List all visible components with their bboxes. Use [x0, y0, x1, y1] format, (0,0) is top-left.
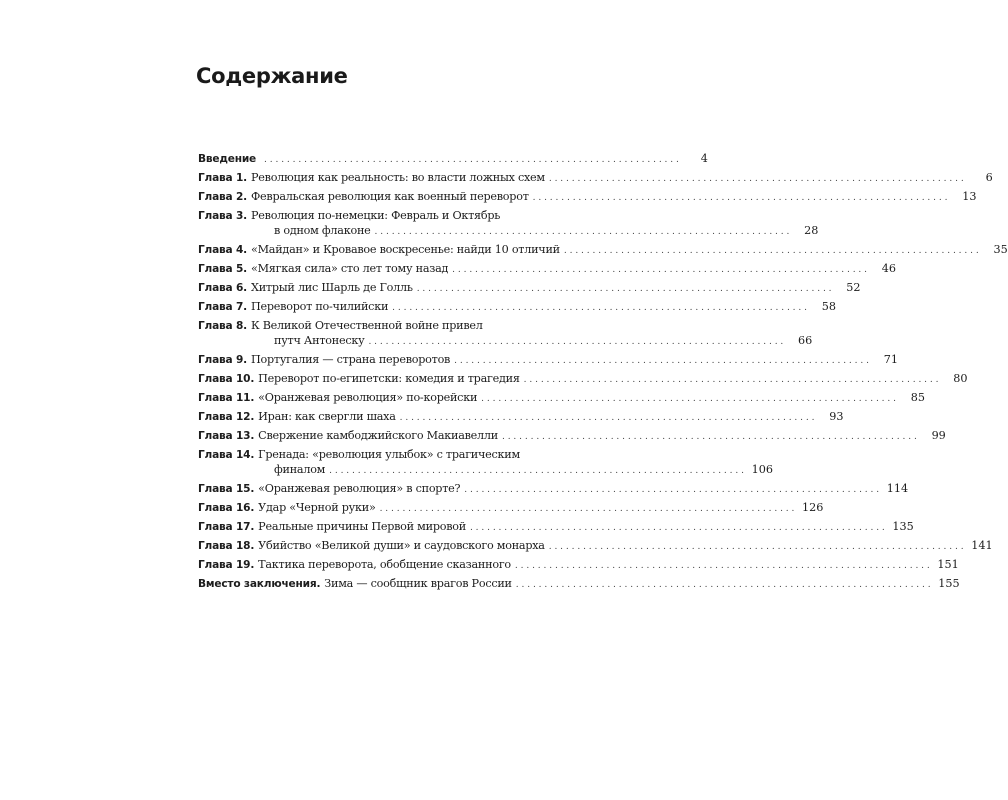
- toc-entry-title: Гренада: «революция улыбок» с трагическим: [258, 448, 520, 461]
- toc-entry-line: [198, 390, 925, 405]
- toc-entry-title: Тактика переворота, обобщение сказанного: [258, 558, 511, 571]
- toc-entry: [198, 447, 773, 477]
- toc-entry-prefix: Глава 17.: [198, 521, 255, 533]
- toc-entry-title: Переворот по-египетски: комедия и трагедия: [258, 372, 520, 385]
- toc-entry-prefix: Вместо заключения.: [198, 578, 321, 590]
- toc-entry: [198, 428, 946, 443]
- toc-entry: [198, 519, 914, 534]
- toc-entry: [198, 557, 959, 572]
- toc-entry-line: [198, 261, 896, 276]
- toc-entry-line: [198, 371, 968, 386]
- toc-entry-prefix: Глава 3.: [198, 210, 247, 222]
- toc-entry-prefix: Глава 19.: [198, 559, 255, 571]
- dot-leader: [368, 335, 783, 350]
- toc-entry: [198, 170, 993, 185]
- toc-entry: [198, 261, 896, 276]
- toc-entry-line: [198, 280, 861, 295]
- toc-entry-prefix: Глава 2.: [198, 191, 247, 203]
- dot-leader: [524, 373, 939, 388]
- toc-entry: [198, 208, 819, 238]
- toc-entry-page-number: 71: [883, 353, 898, 366]
- toc-entry: [198, 280, 861, 295]
- toc-entry-page-number: 126: [802, 501, 824, 514]
- toc-entry-page-number: 58: [821, 300, 836, 313]
- toc-entry: [198, 481, 909, 496]
- toc-entry-page-number: 151: [937, 558, 959, 571]
- toc-entry-prefix: Глава 9.: [198, 354, 247, 366]
- toc-entry-continuation: [198, 223, 819, 238]
- toc-entry-continuation: [198, 333, 813, 348]
- toc-entry-line: [198, 318, 586, 333]
- toc-entry: [198, 151, 708, 166]
- toc-entry-prefix: Введение: [198, 153, 257, 165]
- toc-entry-prefix: Глава 16.: [198, 502, 255, 514]
- toc-entry-prefix: Глава 5.: [198, 263, 247, 275]
- toc-entry-title: финалом: [274, 463, 326, 476]
- dot-leader: [481, 392, 896, 407]
- toc-entry: [198, 538, 993, 553]
- toc-entry: [198, 371, 968, 386]
- dot-leader: [264, 153, 679, 168]
- dot-leader: [549, 172, 964, 187]
- toc-entry-page-number: 52: [846, 281, 861, 294]
- dot-leader: [515, 559, 930, 574]
- toc-entry-title: Убийство «Великой души» и саудовского монарха: [258, 539, 545, 552]
- toc-entry-prefix: Глава 13.: [198, 430, 255, 442]
- toc-entry-title: «Майдан» и Кровавое воскресенье: найди 10 отличий: [251, 243, 560, 256]
- toc-entry-title: Зима — сообщник врагов России: [324, 577, 512, 590]
- dot-leader: [400, 411, 815, 426]
- toc-entry-page-number: 46: [881, 262, 896, 275]
- toc-entry-prefix: Глава 8.: [198, 320, 247, 332]
- toc-entry-prefix: Глава 10.: [198, 373, 255, 385]
- toc-entry-page-number: 4: [700, 152, 708, 165]
- dot-leader: [329, 464, 744, 479]
- dot-leader: [392, 301, 807, 316]
- dot-leader: [375, 225, 790, 240]
- toc-entry-line: [198, 151, 708, 166]
- toc-entry: [198, 390, 925, 405]
- toc-entry-page-number: 80: [953, 372, 968, 385]
- toc-entry: [198, 409, 844, 424]
- toc-entry-line: [198, 500, 824, 515]
- toc-entry-page-number: 28: [804, 224, 819, 237]
- toc-entry-title: Хитрый лис Шарль де Голль: [251, 281, 413, 294]
- toc-entry: [198, 352, 898, 367]
- toc-entry: [198, 500, 824, 515]
- toc-entry-page-number: 66: [798, 334, 813, 347]
- toc-entry-prefix: Глава 7.: [198, 301, 247, 313]
- toc-entry-title: Революция по-немецки: Февраль и Октябрь: [251, 209, 501, 222]
- toc-entry-title: К Великой Отечественной войне привел: [251, 319, 483, 332]
- dot-leader: [502, 430, 917, 445]
- toc-entry-title: «Мягкая сила» сто лет тому назад: [251, 262, 449, 275]
- toc-entry-continuation: [198, 462, 773, 477]
- dot-leader: [464, 483, 879, 498]
- toc-entry-page-number: 135: [892, 520, 914, 533]
- toc-entry: [198, 242, 1008, 257]
- toc-entry-line: [198, 242, 1008, 257]
- toc-entry-page-number: 85: [910, 391, 925, 404]
- toc-entry: [198, 299, 836, 314]
- toc-entry-title: Реальные причины Первой мировой: [258, 520, 466, 533]
- toc-entry-page-number: 114: [886, 482, 909, 495]
- dot-leader: [470, 521, 885, 536]
- toc-entry-title: Иран: как свергли шаха: [258, 410, 396, 423]
- toc-entry-line: [198, 519, 914, 534]
- dot-leader: [533, 191, 948, 206]
- dot-leader: [417, 282, 832, 297]
- dot-leader: [452, 263, 867, 278]
- toc-entry-line: [198, 299, 836, 314]
- toc-entry-page-number: 106: [751, 463, 773, 476]
- toc-entry: [198, 318, 813, 348]
- toc-entry-title: «Оранжевая революция» в спорте?: [258, 482, 461, 495]
- toc-entry-page-number: 155: [938, 577, 960, 590]
- dot-leader: [380, 502, 795, 517]
- toc-entry-line: [198, 170, 993, 185]
- toc-entry: [198, 189, 977, 204]
- toc-entry-title: Переворот по-чилийски: [251, 300, 389, 313]
- toc-entry-title: Февральская революция как военный переворот: [251, 190, 529, 203]
- toc-entry-page-number: 35: [993, 243, 1008, 256]
- toc-entry-title: Свержение камбоджийского Макиавелли: [258, 429, 498, 442]
- toc-entry-line: [198, 352, 898, 367]
- toc-entry-title: «Оранжевая революция» по-корейски: [258, 391, 478, 404]
- toc-entry-title: в одном флаконе: [274, 224, 371, 237]
- toc-entry-line: [198, 409, 844, 424]
- dot-leader: [454, 354, 869, 369]
- toc-entry-prefix: Глава 11.: [198, 392, 255, 404]
- toc-entry-line: [198, 447, 586, 462]
- table-of-contents: [198, 151, 1008, 595]
- dot-leader: [549, 540, 964, 555]
- toc-entry-page-number: 99: [931, 429, 946, 442]
- dot-leader: [516, 578, 931, 593]
- toc-entry-prefix: Глава 18.: [198, 540, 255, 552]
- toc-entry-title: Португалия — страна переворотов: [251, 353, 451, 366]
- toc-entry: [198, 576, 960, 591]
- toc-entry-line: [198, 208, 586, 223]
- toc-entry-line: [198, 189, 977, 204]
- toc-entry-line: [198, 481, 909, 496]
- toc-entry-line: [198, 576, 960, 591]
- toc-entry-prefix: Глава 6.: [198, 282, 247, 294]
- toc-entry-title: путч Антонеску: [274, 334, 365, 347]
- toc-entry-prefix: Глава 12.: [198, 411, 255, 423]
- toc-entry-page-number: 93: [829, 410, 844, 423]
- toc-entry-line: [198, 538, 993, 553]
- toc-entry-prefix: Глава 14.: [198, 449, 255, 461]
- toc-entry-page-number: 6: [985, 171, 993, 184]
- toc-entry-page-number: 13: [962, 190, 977, 203]
- toc-entry-page-number: 141: [971, 539, 993, 552]
- dot-leader: [564, 244, 979, 259]
- page-title: Содержание: [196, 64, 348, 88]
- toc-entry-prefix: Глава 1.: [198, 172, 247, 184]
- toc-entry-line: [198, 557, 959, 572]
- toc-entry-title: Удар «Черной руки»: [258, 501, 376, 514]
- toc-entry-title: Революция как реальность: во власти ложных схем: [251, 171, 545, 184]
- toc-entry-prefix: Глава 15.: [198, 483, 255, 495]
- toc-entry-prefix: Глава 4.: [198, 244, 247, 256]
- toc-entry-line: [198, 428, 946, 443]
